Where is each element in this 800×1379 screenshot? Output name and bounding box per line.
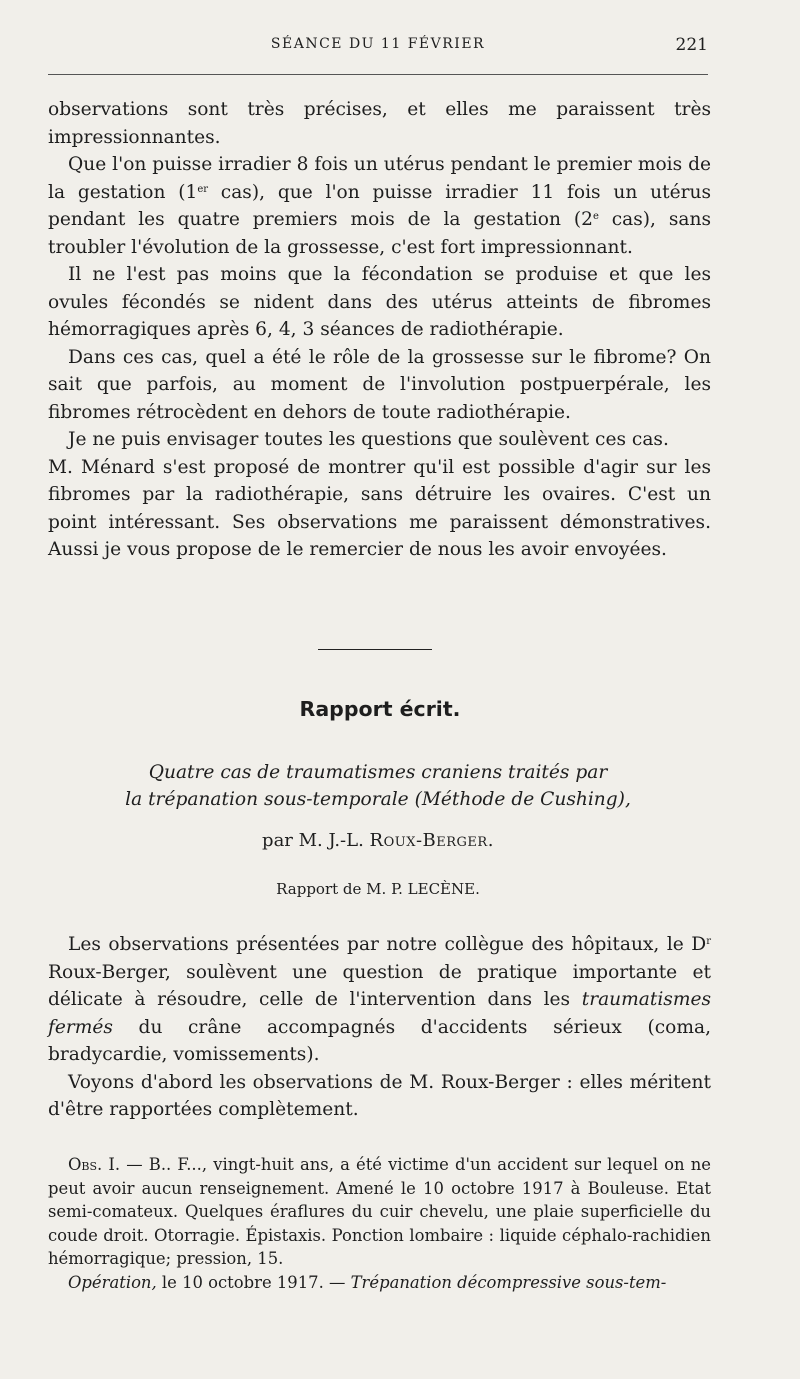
text-run: Que l'on puisse irradier 8 fois un utérus pendant le premier mois de la gestation (1 xyxy=(48,154,711,203)
text-run: Roux-Berger, soulèvent une question de pratique importante et délicate à résoudre, celle de l'intervention dans les xyxy=(48,961,711,1010)
report-author xyxy=(48,830,708,851)
author-name: Roux-Berger. xyxy=(369,830,494,851)
observation-label: Obs. I. xyxy=(68,1155,121,1174)
italic-run: traumatismes fermés xyxy=(48,989,711,1038)
paragraph: Il ne l'est pas moins que la fécondation se produise et que les ovules fécondés se nident dans des utérus atteints de fibromes hémorragiques après 6, 4, 3 séances de radiothérapie. xyxy=(48,264,711,340)
superscript: e xyxy=(592,211,599,222)
text-run: — B.. F..., vingt-huit ans, a été victime d'un accident sur lequel on ne peut avoir aucun renseignement. Amené le 10 octobre 1917 à Bouleuse. Etat semi-comateux. Quelques éraflures du cuir chevelu, une plaie superficielle du coude droit. Otorragie. Épistaxis. Ponction lombaire : liquide céphalo-rachidien hémorragique; pression, 15. xyxy=(48,1155,711,1269)
text-run: du crâne accompagnés d'accidents sérieux (coma, bradycardie, vomissements). xyxy=(48,1016,711,1065)
reporter-line: Rapport de M. P. LECÈNE. xyxy=(276,880,480,898)
observation-block xyxy=(48,1153,711,1295)
running-header xyxy=(48,36,708,58)
report-subtitle xyxy=(48,759,708,813)
paragraph: observations sont très précises, et elles me paraissent très impressionnantes. xyxy=(48,99,711,148)
text-run: Les observations présentées par notre collègue des hôpitaux, le D xyxy=(68,934,707,955)
header-rule xyxy=(48,74,708,75)
paragraph: Voyons d'abord les observations de M. Roux-Berger : elles méritent d'être rapportées complètement. xyxy=(48,1071,711,1120)
text-run: le 10 octobre 1917. — xyxy=(156,1272,351,1292)
author-prefix: par M. J.-L. xyxy=(262,830,370,851)
paragraph: Je ne puis envisager toutes les questions que soulèvent ces cas. xyxy=(68,429,669,450)
text-run: cas), sans troubler l'évolution de la grossesse, c'est fort impressionnant. xyxy=(48,209,711,258)
text-run: cas), que l'on puisse irradier 11 fois un utérus pendant les quatre premiers mois de la gestation (2 xyxy=(48,181,711,230)
paragraph xyxy=(48,931,711,1069)
superscript: r xyxy=(706,936,711,947)
page-number: 221 xyxy=(675,35,708,55)
operation-label: Opération, xyxy=(68,1272,157,1292)
subtitle-line: la trépanation sous-temporale (Méthode de Cushing), xyxy=(125,789,631,810)
operation-paragraph xyxy=(48,1271,711,1295)
superscript: er xyxy=(197,183,209,195)
body-section-1 xyxy=(48,96,711,564)
header-title: SÉANCE DU 11 FÉVRIER xyxy=(270,36,486,52)
subtitle-line: Quatre cas de traumatismes craniens traités par xyxy=(148,762,608,783)
paragraph xyxy=(48,151,711,261)
paragraph: M. Ménard s'est proposé de montrer qu'il est possible d'agir sur les fibromes par la radiothérapie, sans détruire les ovaires. C'est un point intéressant. Ses observations me paraissent démonstratives. Aussi je vous propose de le remercier de nous les avoir envoyées. xyxy=(48,456,711,560)
observation-paragraph xyxy=(48,1153,711,1271)
body-section-2 xyxy=(48,931,711,1124)
section-separator xyxy=(318,649,432,650)
paragraph: Dans ces cas, quel a été le rôle de la grossesse sur le fibrome? On sait que parfois, au moment de l'involution postpuerpérale, les fibromes rétrocèdent en dehors de toute radiothérapie. xyxy=(48,346,711,423)
report-heading: Rapport écrit. xyxy=(299,697,461,721)
italic-run: Trépanation décompressive sous-tem- xyxy=(350,1272,667,1292)
